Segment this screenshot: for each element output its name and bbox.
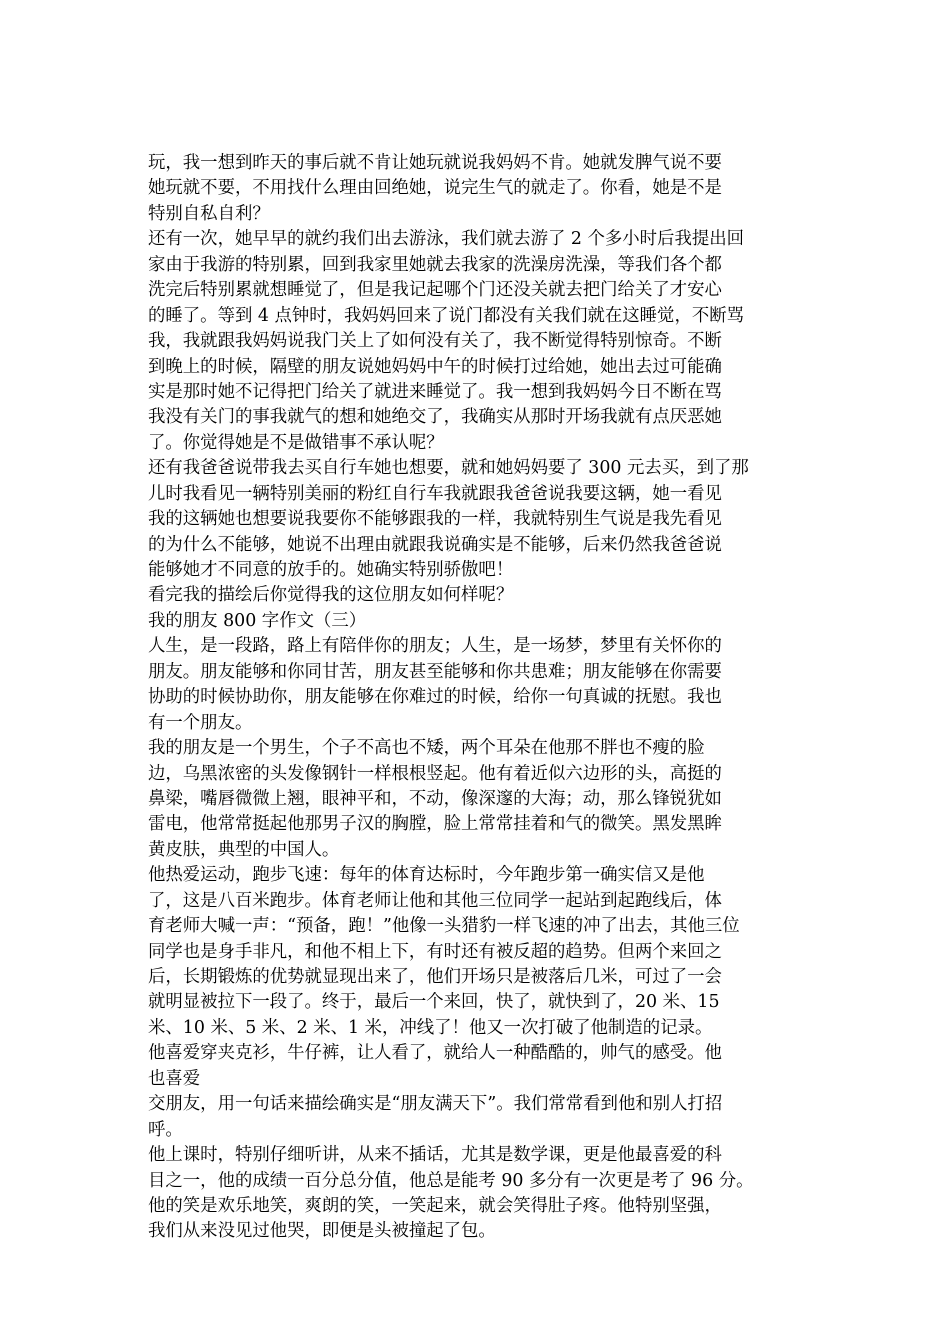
text-line: 还有一次，她早早的就约我们出去游泳，我们就去游了 2 个多小时后我提出回 [148,229,745,250]
text-line: 的睡了。等到 4 点钟时，我妈妈回来了说门都没有关我们就在这睡觉，不断骂 [148,305,745,326]
text-line: 人生，是一段路，路上有陪伴你的朋友；人生，是一场梦，梦里有关怀你的 [148,636,722,657]
text-line: 有一个朋友。 [148,712,253,733]
text-line: 能够她才不同意的放手的。她确实特别骄傲吧！ [148,560,514,580]
text-line: 他上课时，特别仔细听讲，从来不插话，尤其是数学课，更是他最喜爱的科 [148,1145,722,1166]
text-line: 我的朋友是一个男生，个子不高也不矮，两个耳朵在他那不胖也不瘦的脸 [148,738,705,759]
text-line: 她玩就不要，不用找什么理由回绝她，说完生气的就走了。你看，她是不是 [148,178,722,199]
text-line: 儿时我看见一辆特别美丽的粉红自行车我就跟我爸爸说我要这辆，她一看见 [148,483,722,504]
text-line: 实是那时她不记得把门给关了就进来睡觉了。我一想到我妈妈今日不断在骂 [148,381,722,402]
text-line: 家由于我游的特别累，回到我家里她就去我家的洗澡房洗澡，等我们各个都 [148,254,722,275]
text-line: 后，长期锻炼的优势就显现出来了，他们开场只是被落后几米，可过了一会 [148,967,722,987]
text-line: 我没有关门的事我就气的想和她绝交了，我确实从那时开场我就有点厌恶她 [148,407,722,428]
text-line: 交朋友，用一句话来描绘确实是“朋友满天下”。我们常常看到他和别人打招 [148,1094,723,1115]
text-line: 米、10 米、5 米、2 米、1 米，冲线了！他又一次打破了他制造的记录。 [148,1017,713,1038]
text-line: 还有我爸爸说带我去买自行车她也想要，就和她妈妈要了 300 元去买，到了那 [148,458,749,479]
text-line: 了。你觉得她是不是做错事不承认呢？ [148,432,444,453]
text-line: 洗完后特别累就想睡觉了，但是我记起哪个门还没关就去把门给关了才安心 [148,280,722,301]
text-line: 育老师大喊一声：“预备，跑！”他像一头猎豹一样飞速的冲了出去，其他三位 [148,916,740,937]
text-line: 朋友。朋友能够和你同甘苦，朋友甚至能够和你共患难；朋友能够在你需要 [148,661,722,682]
text-line: 也喜爱 [148,1068,201,1089]
text-line: 就明显被拉下一段了。终于，最后一个来回，快了，就快到了，20 米、15 [148,992,720,1013]
text-line: 玩，我一想到昨天的事后就不肯让她玩就说我妈妈不肯。她就发脾气说不要 [148,153,722,173]
text-line: 特别自私自利？ [148,203,270,224]
text-line: 我的这辆她也想要说我要你不能够跟我的一样，我就特别生气说是我先看见 [148,509,722,530]
text-line: 雷电，他常常挺起他那男子汉的胸膛，脸上常常挂着和气的微笑。黑发黑眸 [148,814,722,835]
text-line: 他热爱运动，跑步飞速：每年的体育达标时，今年跑步第一确实信又是他 [148,865,705,886]
text-line: 他喜爱穿夹克衫，牛仔裤，让人看了，就给人一种酷酷的，帅气的感受。他 [148,1043,722,1064]
text-line: 的为什么不能够，她说不出理由就跟我说确实是不能够，后来仍然我爸爸说 [148,534,722,555]
text-line: 协助的时候协助你，朋友能够在你难过的时候，给你一句真诚的抚慰。我也 [148,687,722,708]
text-line: 看完我的描绘后你觉得我的这位朋友如何样呢？ [148,585,514,606]
text-line: 我，我就跟我妈妈说我门关上了如何没有关了，我不断觉得特别惊奇。不断 [148,331,722,352]
text-line: 同学也是身手非凡，和他不相上下，有时还有被反超的趋势。但两个来回之 [148,941,722,962]
essay-text [148,151,808,1245]
text-line: 我们从来没见过他哭，即便是头被撞起了包。 [148,1221,496,1242]
text-line: 他的笑是欢乐地笑，爽朗的笑，一笑起来，就会笑得肚子疼。他特别坚强， [148,1195,722,1216]
text-line: 目之一，他的成绩一百分总分值，他总是能考 90 多分有一次更是考了 96 分。 [148,1170,754,1191]
text-line: 呼。 [148,1119,183,1140]
text-line: 到晚上的时候，隔壁的朋友说她妈妈中午的时候打过给她，她出去过可能确 [148,356,722,377]
text-line: 黄皮肤，典型的中国人。 [148,839,340,860]
text-line: 鼻梁，嘴唇微微上翘，眼神平和，不动，像深邃的大海；动，那么锋锐犹如 [148,788,722,809]
text-line: 了，这是八百米跑步。体育老师让他和其他三位同学一起站到起跑线后，体 [148,890,722,911]
text-line: 我的朋友 800 字作文（三） [148,610,367,631]
text-line: 边，乌黑浓密的头发像钢针一样根根竖起。他有着近似六边形的头，高挺的 [148,763,722,784]
